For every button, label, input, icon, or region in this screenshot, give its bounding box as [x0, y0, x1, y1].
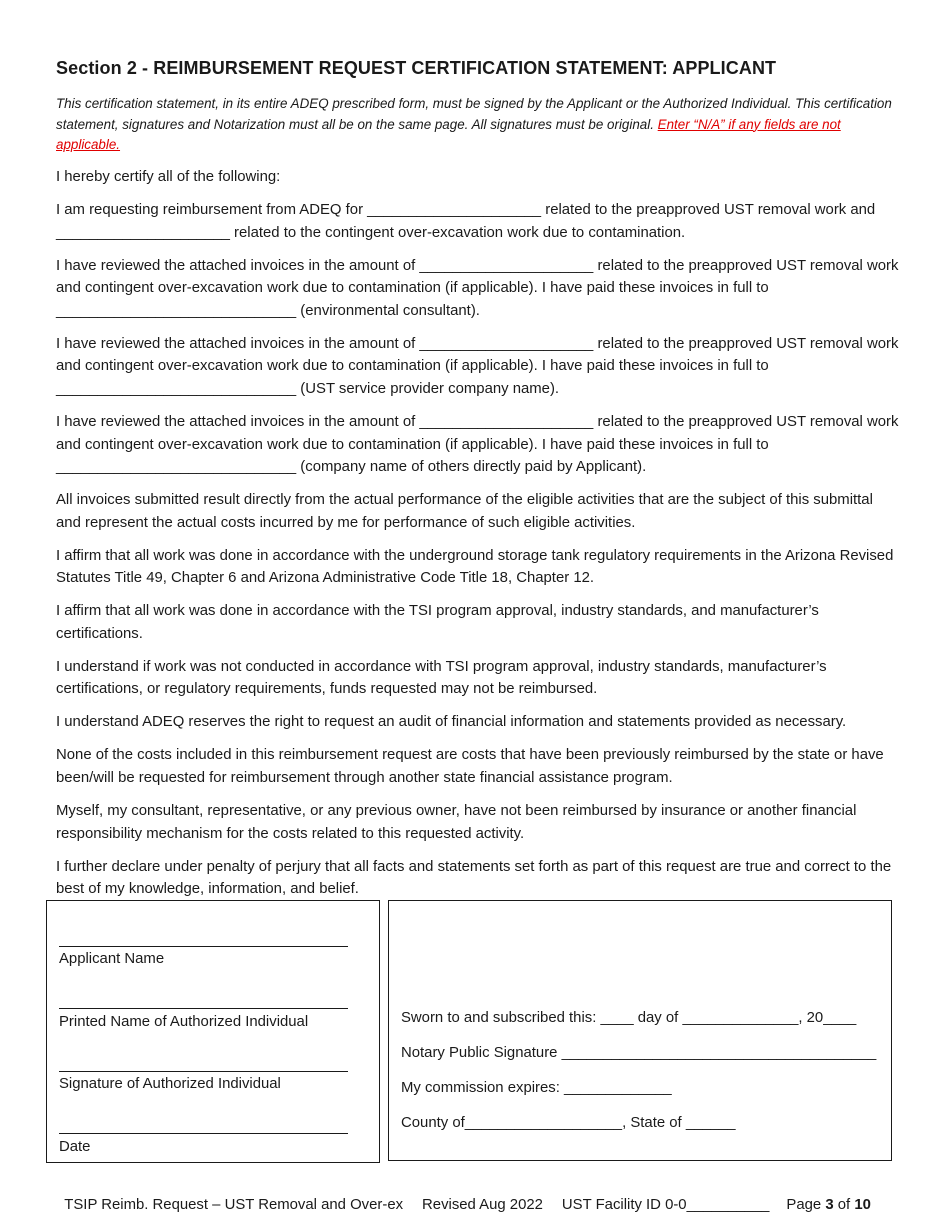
provider-name-field[interactable]: _____________________________ [56, 380, 297, 397]
footer-facility-id[interactable]: UST Facility ID 0-0__________ [561, 1197, 770, 1213]
consultant-name-field[interactable]: _____________________________ [56, 302, 297, 319]
applicant-name-line[interactable] [59, 946, 348, 947]
others-invoice-paragraph: I have reviewed the attached invoices in the amount of _____________________ related to the preapproved UST removal work and contingent over-excavation work due to contamination (if applicable). I have paid these invoices in full to _____________________________ (company name of others directly paid by Applicant). [56, 413, 899, 476]
understanding-statement: I understand if work was not conducted in accordance with TSI program approval, industry standards, manufacturer’s certifications, or regulatory requirements, funds requested may not be reimbursed. [56, 658, 827, 698]
audit-statement: I understand ADEQ reserves the right to request an audit of financial information and statements provided as necessary. [56, 714, 847, 731]
printed-name-line[interactable] [59, 1008, 348, 1009]
footer-doc-title: TSIP Reimb. Request – UST Removal and Over-ex [64, 1197, 404, 1213]
certification-body [56, 166, 901, 911]
na-instruction: Enter “N/A” if any fields are not applicable. [56, 116, 841, 152]
provider-invoice-paragraph: I have reviewed the attached invoices in the amount of _____________________ related to the preapproved UST removal work and contingent over-excavation work due to contamination (if applicable). I have paid these invoices in full to _____________________________ (UST service provider company name). [56, 335, 899, 397]
page-footer [56, 1178, 871, 1214]
footer-revised: Revised Aug 2022 [422, 1197, 543, 1213]
instructions-text: This certification statement, in its entire ADEQ prescribed form, must be signed by the Applicant or the Authorized Individual. This certification statement, signatures and Notarization must all be on the same page. All signatures must be original. [56, 96, 892, 132]
section-title: Section 2 - REIMBURSEMENT REQUEST CERTIFICATION STATEMENT: APPLICANT [56, 58, 777, 78]
removal-amount-field[interactable]: _____________________ [367, 201, 542, 218]
notary-signature-field[interactable]: Notary Public Signature ______________________________________ [401, 1045, 877, 1061]
sworn-date-field[interactable]: Sworn to and subscribed this: ____ day of ______________, 20____ [401, 1010, 857, 1026]
date-line[interactable] [59, 1133, 348, 1134]
instructions [56, 94, 898, 156]
provider-amount-field[interactable]: _____________________ [419, 335, 594, 352]
notary-box [388, 900, 892, 1161]
others-name-field[interactable]: _____________________________ [56, 459, 297, 476]
county-state-field[interactable]: County of___________________, State of ______ [401, 1115, 736, 1131]
signature-line[interactable] [59, 1071, 348, 1072]
signature-box [46, 900, 380, 1163]
no-prior-reimbursement-statement: None of the costs included in this reimbursement request are costs that have been previously reimbursed by the state or have been/will be requested for reimbursement through another state financial assistance program. [56, 747, 884, 786]
date-label: Date [59, 1139, 91, 1155]
intro-text: I hereby certify all of the following: [56, 169, 281, 185]
others-amount-field[interactable]: _____________________ [419, 413, 594, 430]
signature-label: Signature of Authorized Individual [59, 1076, 281, 1092]
tsi-affirmation: I affirm that all work was done in accordance with the TSI program approval, industry standards, and manufacturer’s certifications. [56, 603, 819, 642]
commission-expiry-field[interactable]: My commission expires: _____________ [401, 1080, 672, 1096]
regulatory-affirmation: I affirm that all work was done in accordance with the underground storage tank regulatory requirements in the Arizona Revised Statutes Title 49, Chapter 6 and Arizona Administrative Code Title 18, Chapter 12. [56, 547, 894, 587]
reimbursement-amounts-paragraph: I am requesting reimbursement from ADEQ for _____________________ related to the preapproved UST removal work and _____________________ related to the contingent over-excavation work due to contamination. [56, 201, 876, 241]
consultant-invoice-paragraph: I have reviewed the attached invoices in the amount of _____________________ related to the preapproved UST removal work and contingent over-excavation work due to contamination (if applicable). I have paid these invoices in full to _____________________________ (environmental consultant). [56, 257, 899, 319]
invoices-statement: All invoices submitted result directly from the actual performance of the eligible activities that are the subject of this submittal and represent the actual costs incurred by me for performance of such eligible activities. [56, 492, 873, 531]
applicant-name-label: Applicant Name [59, 951, 165, 967]
insurance-statement: Myself, my consultant, representative, or any previous owner, have not been reimbursed by insurance or another financial responsibility mechanism for the costs related to this requested activity. [56, 802, 857, 842]
printed-name-label: Printed Name of Authorized Individual [59, 1014, 309, 1030]
perjury-declaration: I further declare under penalty of perjury that all facts and statements set forth as part of this request are true and correct to the best of my knowledge, information, and belief. [56, 858, 892, 898]
page-number: Page 3 of 10 [786, 1197, 871, 1213]
consultant-amount-field[interactable]: _____________________ [419, 257, 594, 274]
overex-amount-field[interactable]: _____________________ [56, 224, 230, 241]
